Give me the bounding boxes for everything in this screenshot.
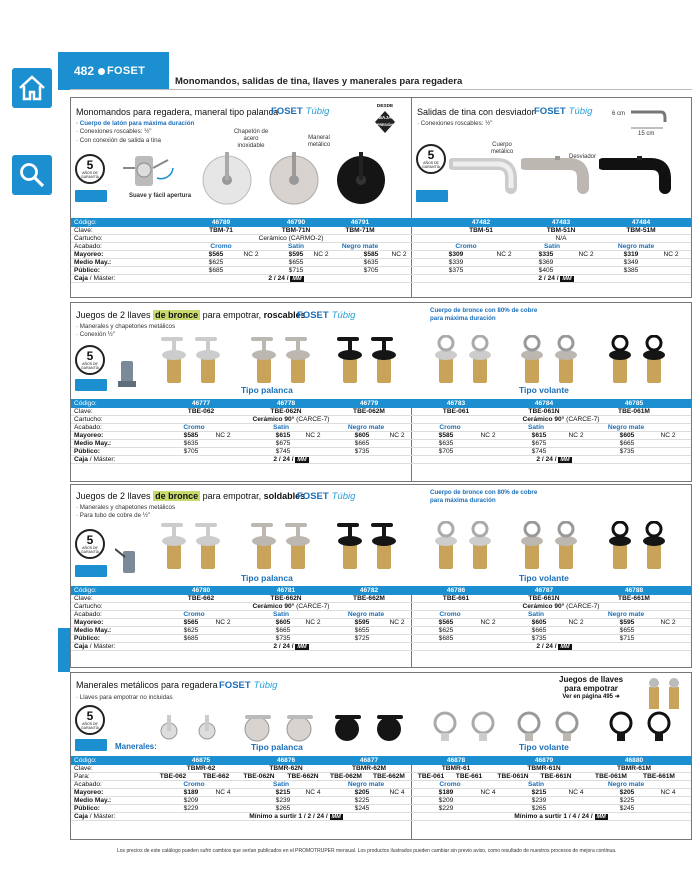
section-title: Juegos de 2 llaves de bronce para empotrar, roscables xyxy=(76,310,306,320)
product-image-46782 xyxy=(335,521,405,573)
product-image-46781 xyxy=(249,521,319,573)
product-image-46777 xyxy=(159,335,229,387)
warranty-badge: 5 AÑOS DE GARANTÍA xyxy=(75,154,105,184)
product-image-47484 xyxy=(599,156,677,196)
arrow-right-icon: ➜ xyxy=(614,694,620,700)
feature-list: · Manerales y chapetones metálicos · Conexión ½" xyxy=(76,323,176,339)
product-image-46783 xyxy=(431,335,501,387)
annotation-maneral: Maneral metálico xyxy=(307,135,331,148)
product-image-46790 xyxy=(268,148,320,208)
subtitle-palanca: Tipo palanca xyxy=(241,385,293,395)
product-image-valve-diagram xyxy=(113,148,183,193)
product-image-46880 xyxy=(603,707,679,743)
section-title-tina: Salidas de tina con desviador xyxy=(417,107,535,117)
product-image-46789 xyxy=(201,148,253,208)
annotation-desviador: Desviador xyxy=(569,154,597,160)
foset-tubig-logo: FOSET Túbig xyxy=(534,106,593,117)
section-llaves-roscables: Juegos de 2 llaves de bronce para empotrar, roscables FOSET Túbig · Manerales y chapetones metálicos · Conexión ½" Cuerpo de bronce con 80% de cobre para máxima duración 5 AÑOS DE GARANTÍA Tipo palanca Tipo volante Código: 46777 46778 46779 46783 46784 46785 Clave: TBE-062 TBE-062N TBE-062M TBE-061 TBE-061N TBE-061M Cartucho: Cerámico 90° (CARCE-7) Cerámico 90° (CARCE-7) Acabado: Cromo Satín Negro mate Cromo Satín Negro mate Mayoreo: $585 NC 2 $615 NC 2 $605 NC 2 $585 NC 2 $615 NC 2 $605 NC 2 Medio May.: $635 $675 $665 $635 $675 $665 Público: $705 $745 $735 $705 $745 $735 Caja / Máster: 2 / 24 / MM 2 / 24 / MM xyxy=(70,302,692,482)
bronze-note: Cuerpo de bronce con 80% de cobre para máxima duración xyxy=(430,489,538,505)
feature-list: · Llaves para empotrar no incluidas xyxy=(76,694,173,701)
spout-dimension-diagram xyxy=(627,108,667,130)
footer-disclaimer: Los precios de este catálogo pueden sufrir cambios que serían publicados en el PROMOTRUPER mensual. Los productos ilustrados pueden cambiar sin previo aviso, como resultado de nuestros procesos de mejora continua. xyxy=(117,848,617,854)
product-image-46879 xyxy=(511,707,587,743)
product-image-46786 xyxy=(431,521,501,573)
warranty-badge: 5 AÑOS DE GARANTÍA xyxy=(75,529,105,559)
product-image-46875 xyxy=(151,711,227,745)
promo-product-image xyxy=(643,677,687,711)
product-image-46780 xyxy=(159,521,229,573)
product-image-46791 xyxy=(333,148,389,208)
page-title: Monomandos, salidas de tina, llaves y manerales para regadera xyxy=(175,76,463,87)
page-header-tab xyxy=(58,52,169,90)
foset-tubig-logo: FOSET Túbig xyxy=(297,310,356,321)
product-image-46779 xyxy=(335,335,405,387)
section-title: Monomandos para regadera, maneral tipo palanca xyxy=(76,107,279,117)
product-image-46788 xyxy=(605,521,675,573)
product-image-46784 xyxy=(517,335,587,387)
product-box-icon xyxy=(75,565,107,577)
low-pressure-badge: DESDE BAJA PRESIÓN xyxy=(371,104,399,137)
warranty-badge: 5 AÑOS DE GARANTÍA xyxy=(416,144,446,174)
annotation-cuerpo: Cuerpo metálico xyxy=(490,142,514,155)
foset-logo-icon xyxy=(98,68,105,75)
product-box-icon xyxy=(75,190,107,202)
dimension-height: 6 cm xyxy=(612,111,626,117)
foset-tubig-logo: FOSET Túbig xyxy=(219,680,278,691)
connection-diagram-icon xyxy=(115,545,145,579)
connection-diagram-icon xyxy=(115,353,139,391)
feature-list: · Cuerpo de latón para máxima duración · Conexiones roscables: ½" · Con conexión de salida a tina xyxy=(76,120,195,144)
product-image-47483 xyxy=(521,156,591,196)
section-llaves-soldables: Juegos de 2 llaves de bronce para empotrar, soldables FOSET Túbig · Manerales y chapetones metálicos · Para tubo de cobre de ½" Cuerpo de bronce con 80% de cobre para máxima duración 5 AÑOS DE GARANTÍA Tipo palanca Tipo volante Código: 46780 46781 46782 46786 46787 46788 Clave: TBE-662 TBE-662N TBE-662M TBE-661 TBE-661N TBE-661M Cartucho: Cerámico 90° (CARCE-7) Cerámico 90° (CARCE-7) Acabado: Cromo Satín Negro mate Cromo Satín Negro mate Mayoreo: $565 NC 2 $605 NC 2 $595 NC 2 $565 NC 2 $605 NC 2 $595 NC 2 Medio May.: $625 $665 $655 $625 $665 $655 Público: $685 $735 $725 $685 $735 $715 Caja / Máster: 2 / 24 / MM 2 / 24 / MM xyxy=(70,484,692,668)
section-manerales: Manerales metálicos para regadera FOSET Túbig · Llaves para empotrar no incluidas 5 AÑOS DE GARANTÍA Manerales: Tipo palanca Tipo volante Juegos de llaves para empotrar Ver en página 495 ➜ Código: 46875 46876 46877 46878 46879 46880 Clave: TBMR-62 TBMR-62N TBMR-62M TBMR-61 TBMR-61N TBMR-61M Para: TBE-062 TBE-662 TBE-062N TBE-662N TBE-062M TBE-662M TBE-061 TBE-661 TBE-061N TBE-661N TBE-061M TBE-661M Acabado: Cromo Satín Negro mate Cromo Satín Negro mate Mayoreo: $189 NC 4 $215 NC 4 $205 NC 4 $189 NC 4 $215 NC 4 $205 NC 4 Medio May.: $209 $239 $225 $209 $239 $225 Público: $229 $265 $245 $229 $265 $245 Caja / Máster: Mínimo a surtir 1 / 2 / 24 / MM Mínimo a surtir 1 / 4 / 24 / MM xyxy=(70,672,692,840)
warranty-badge: 5 AÑOS DE GARANTÍA xyxy=(75,705,105,735)
foset-tubig-logo: FOSET Túbig xyxy=(271,106,330,117)
subtitle-volante: Tipo volante xyxy=(519,742,569,752)
subtitle-palanca: Tipo palanca xyxy=(241,573,293,583)
warranty-badge: 5 AÑOS DE GARANTÍA xyxy=(75,345,105,375)
header-brand: FOSET xyxy=(107,65,146,77)
header-divider xyxy=(70,89,692,90)
page-number: 482 xyxy=(74,64,95,78)
subtitle-volante: Tipo volante xyxy=(519,573,569,583)
product-image-46877 xyxy=(327,711,411,745)
search-button[interactable] xyxy=(12,155,52,195)
product-image-46876 xyxy=(237,711,321,745)
product-image-46778 xyxy=(249,335,319,387)
section-title: Juegos de 2 llaves de bronce para empotrar, soldables xyxy=(76,491,306,501)
subtitle-manerales: Manerales: xyxy=(115,742,157,751)
product-image-46785 xyxy=(605,335,675,387)
product-image-46787 xyxy=(517,521,587,573)
product-box-icon xyxy=(416,190,448,202)
promo-juegos-llaves[interactable]: Juegos de llaves para empotrar Ver en página 495 ➜ xyxy=(559,675,624,700)
dimension-length: 15 cm xyxy=(638,131,655,137)
section-monomandos: Monomandos para regadera, maneral tipo palanca FOSET Túbig · Cuerpo de latón para máxima duración · Conexiones roscables: ½" · Con conexión de salida a tina 5 AÑOS DE GARANTÍA Suave y fácil apertura Chapetón de acero inoxidable Maneral metálico DESDE BAJA PRESIÓN Salidas de tina con desviador FOSET Túbig · Conexiones roscables: ½" 5 AÑOS DE GARANTÍA Cuerpo metálico Desviador 6 cm 15 cm Código: 46789 46790 46791 47482 47483 47484 Clave: TBM-71 TBM-71N TBM-71M TBM-51 TBM-51N TBM-51M Cartucho: Cerámico (CARMO-2) N/A Acabado: Cromo Satín Negro mate Cromo Satín Negro mate Mayoreo: $565 NC 2 $595 NC 2 $585 NC 2 $309 NC 2 $335 NC 2 $319 NC 2 Medio May.: $625 $655 $635 $339 $369 $349 Público: $685 $715 $705 $375 $405 $385 Caja / Máster: 2 / 24 / MM 2 / 24 / MM xyxy=(70,97,692,298)
product-box-icon xyxy=(75,739,107,751)
section-marker xyxy=(58,628,70,672)
home-button[interactable] xyxy=(12,68,52,108)
feature-list: · Conexiones roscables: ½" xyxy=(417,120,493,127)
annotation-chapeton: Chapetón de acero inoxidable xyxy=(233,129,269,149)
subtitle-volante: Tipo volante xyxy=(519,385,569,395)
search-icon xyxy=(17,160,47,190)
annotation-apertura: Suave y fácil apertura xyxy=(129,193,192,199)
product-box-icon xyxy=(75,379,107,391)
product-image-47482 xyxy=(449,156,519,196)
feature-list: · Manerales y chapetones metálicos · Para tubo de cobre de ½" xyxy=(76,504,176,520)
product-image-46878 xyxy=(427,707,503,743)
subtitle-palanca: Tipo palanca xyxy=(251,742,303,752)
section-title: Manerales metálicos para regadera xyxy=(76,680,218,690)
bronze-note: Cuerpo de bronce con 80% de cobre para máxima duración xyxy=(430,307,538,323)
home-icon xyxy=(17,73,47,103)
foset-tubig-logo: FOSET Túbig xyxy=(297,491,356,502)
